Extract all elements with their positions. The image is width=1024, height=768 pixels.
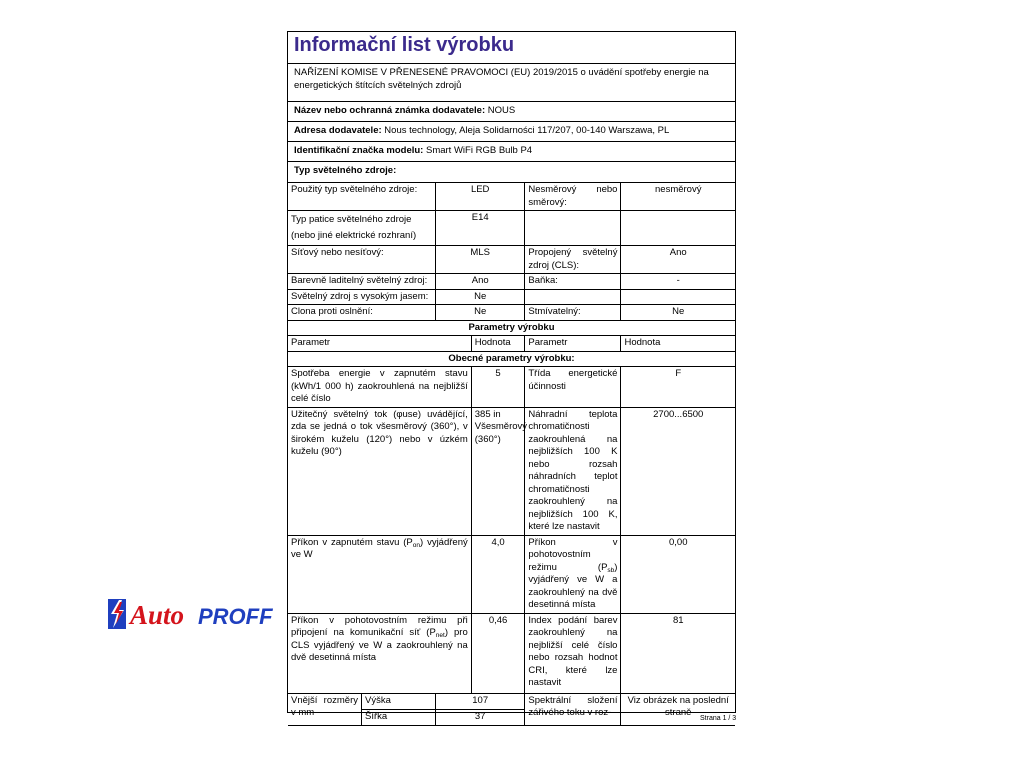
dimensions-label: Vnější rozměry v mm bbox=[288, 694, 362, 725]
networked-standby-power-value: 0,46 bbox=[471, 613, 525, 693]
logo-text-proff: PROFF bbox=[198, 604, 273, 629]
table-cell bbox=[621, 289, 735, 305]
label-part: Příkon v zapnutém stavu (P bbox=[291, 536, 413, 548]
light-source-type-row bbox=[288, 162, 735, 182]
supplier-name-label: Název nebo ochranná známka dodavatele: bbox=[294, 105, 486, 116]
table-cell: Barevně laditelný světelný zdroj: bbox=[288, 274, 436, 290]
table-cell: MLS bbox=[436, 246, 525, 274]
table-row bbox=[288, 693, 735, 709]
table-row bbox=[288, 274, 735, 290]
regulation-text: NAŘÍZENÍ KOMISE V PŘENESENÉ PRAVOMOCI (EU) 2019/2015 o uvádění spotřeby energie na energetických štítcích světelných zdrojů bbox=[288, 64, 735, 102]
model-row bbox=[288, 142, 735, 162]
lightning-icon bbox=[108, 599, 126, 629]
table-row bbox=[288, 407, 735, 535]
supplier-name-row bbox=[288, 102, 735, 122]
supplier-address-value: Nous technology, Aleja Solidarności 117/207, 00-140 Warszawa, PL bbox=[384, 125, 670, 136]
on-mode-power-label bbox=[288, 535, 471, 613]
table-row bbox=[288, 613, 735, 693]
spectral-value: Viz obrázek na poslední straně bbox=[621, 693, 735, 725]
table-cell: LED bbox=[436, 183, 525, 211]
on-mode-power-value: 4,0 bbox=[471, 535, 525, 613]
color-temperature-label: Náhradní teplota chromatičnosti zaokrouhlená na nejbližších 100 K nebo rozsah náhradních teplot chromatičnosti zaokrouhlený na nejbližších 100 K, které lze nastavit bbox=[525, 407, 621, 535]
column-header: Parametr bbox=[288, 336, 471, 352]
column-header: Parametr bbox=[525, 336, 621, 352]
subscript: sb bbox=[607, 566, 615, 574]
table-cell: Baňka: bbox=[525, 274, 621, 290]
model-value: Smart WiFi RGB Bulb P4 bbox=[425, 145, 533, 156]
label-part: ) vyjádřený ve W bbox=[291, 536, 468, 560]
supplier-address-row bbox=[288, 122, 735, 142]
energy-consumption-value: 5 bbox=[471, 367, 525, 408]
table-cell: Ne bbox=[621, 305, 735, 321]
table-cell: - bbox=[621, 274, 735, 290]
table-cell: Typ patice světelného zdroje (nebo jiné elektrické rozhraní) bbox=[288, 211, 436, 246]
document-title: Informační list výrobku bbox=[288, 32, 735, 64]
table-cell: Ano bbox=[436, 274, 525, 290]
table-cell: Ne bbox=[436, 305, 525, 321]
energy-class-label: Třída energetické účinnosti bbox=[525, 367, 621, 408]
table-cell: Propojený světelný zdroj (CLS): bbox=[525, 246, 621, 274]
table-cell: nesměrový bbox=[621, 183, 735, 211]
table-cell: Clona proti oslnění: bbox=[288, 305, 436, 321]
table-cell bbox=[621, 211, 735, 246]
section-title: Parametry výrobku bbox=[288, 320, 735, 336]
table-cell: Ne bbox=[436, 289, 525, 305]
table-cell bbox=[525, 211, 621, 246]
cri-label: Index podání barev zaokrouhlený na nejbližší celé číslo nebo rozsah hodnot CRI, které lze nastavit bbox=[525, 613, 621, 693]
table-row bbox=[288, 246, 735, 274]
spectral-label: Spektrální složení zářivého toku v roz- bbox=[525, 693, 621, 725]
subscript: net bbox=[435, 632, 445, 639]
subscript: on bbox=[412, 541, 420, 549]
logo-text-auto: Auto bbox=[130, 600, 185, 630]
energy-class-value: F bbox=[621, 367, 735, 408]
table-row bbox=[288, 183, 735, 211]
table-row bbox=[288, 289, 735, 305]
table-cell: Stmívatelný: bbox=[525, 305, 621, 321]
table-cell: Ano bbox=[621, 246, 735, 274]
model-label: Identifikační značka modelu: bbox=[294, 145, 424, 156]
supplier-name-value: NOUS bbox=[487, 105, 516, 116]
width-value: 37 bbox=[436, 709, 525, 725]
table-cell: E14 bbox=[436, 211, 525, 246]
table-row bbox=[288, 535, 735, 613]
column-header-row bbox=[288, 336, 735, 352]
light-source-type-label: Typ světelného zdroje: bbox=[294, 165, 397, 176]
table-cell: Použitý typ světelného zdroje: bbox=[288, 183, 436, 211]
table-cell: Nesměrový nebo směrový: bbox=[525, 183, 621, 211]
networked-standby-power-label bbox=[288, 613, 471, 693]
luminous-flux-label: Užitečný světelný tok (φuse) uvádějící, zda se jedná o tok všesměrový (360°), v širokém kuželu (120°) nebo v úzkém kuželu (90°) bbox=[288, 407, 471, 535]
table-row bbox=[288, 367, 735, 408]
label-part: Příkon v pohotovostním režimu při připojení na komunikační síť (P bbox=[291, 614, 468, 638]
label-part: ) pro CLS vyjádřený ve W a zaokrouhlený na dvě desetinná místa bbox=[291, 627, 468, 663]
height-value: 107 bbox=[436, 693, 525, 709]
table-cell: Síťový nebo nesíťový: bbox=[288, 246, 436, 274]
general-section-title: Obecné parametry výrobku: bbox=[288, 351, 735, 367]
column-header: Hodnota bbox=[471, 336, 525, 352]
table-cell: Světelný zdroj s vysokým jasem: bbox=[288, 289, 436, 305]
table-row bbox=[288, 211, 735, 246]
color-temperature-value: 2700...6500 bbox=[621, 407, 735, 535]
page-number: Strana 1 / 3 bbox=[700, 715, 737, 722]
column-header: Hodnota bbox=[621, 336, 735, 352]
label-part: ) vyjádřený ve W a zaokrouhlený na dvě desetinná místa bbox=[528, 561, 618, 610]
autoproff-logo bbox=[106, 597, 278, 631]
label-part: Příkon v pohotovostním režimu (P bbox=[528, 536, 618, 573]
dimensions-cell bbox=[288, 693, 436, 725]
luminous-flux-value: 385 in Všesměrový (360°) bbox=[471, 407, 525, 535]
width-label: Šířka bbox=[365, 710, 388, 722]
section-header-row bbox=[288, 351, 735, 367]
standby-power-value: 0,00 bbox=[621, 535, 735, 613]
section-header-row bbox=[288, 320, 735, 336]
table-row bbox=[288, 305, 735, 321]
parameters-table bbox=[288, 182, 735, 726]
cri-value: 81 bbox=[621, 613, 735, 693]
standby-power-label bbox=[525, 535, 621, 613]
table-cell bbox=[525, 289, 621, 305]
supplier-address-label: Adresa dodavatele: bbox=[294, 125, 382, 136]
height-label: Výška bbox=[362, 694, 435, 710]
energy-consumption-label: Spotřeba energie v zapnutém stavu (kWh/1 000 h) zaokrouhlená na nejbližší celé číslo bbox=[288, 367, 471, 408]
